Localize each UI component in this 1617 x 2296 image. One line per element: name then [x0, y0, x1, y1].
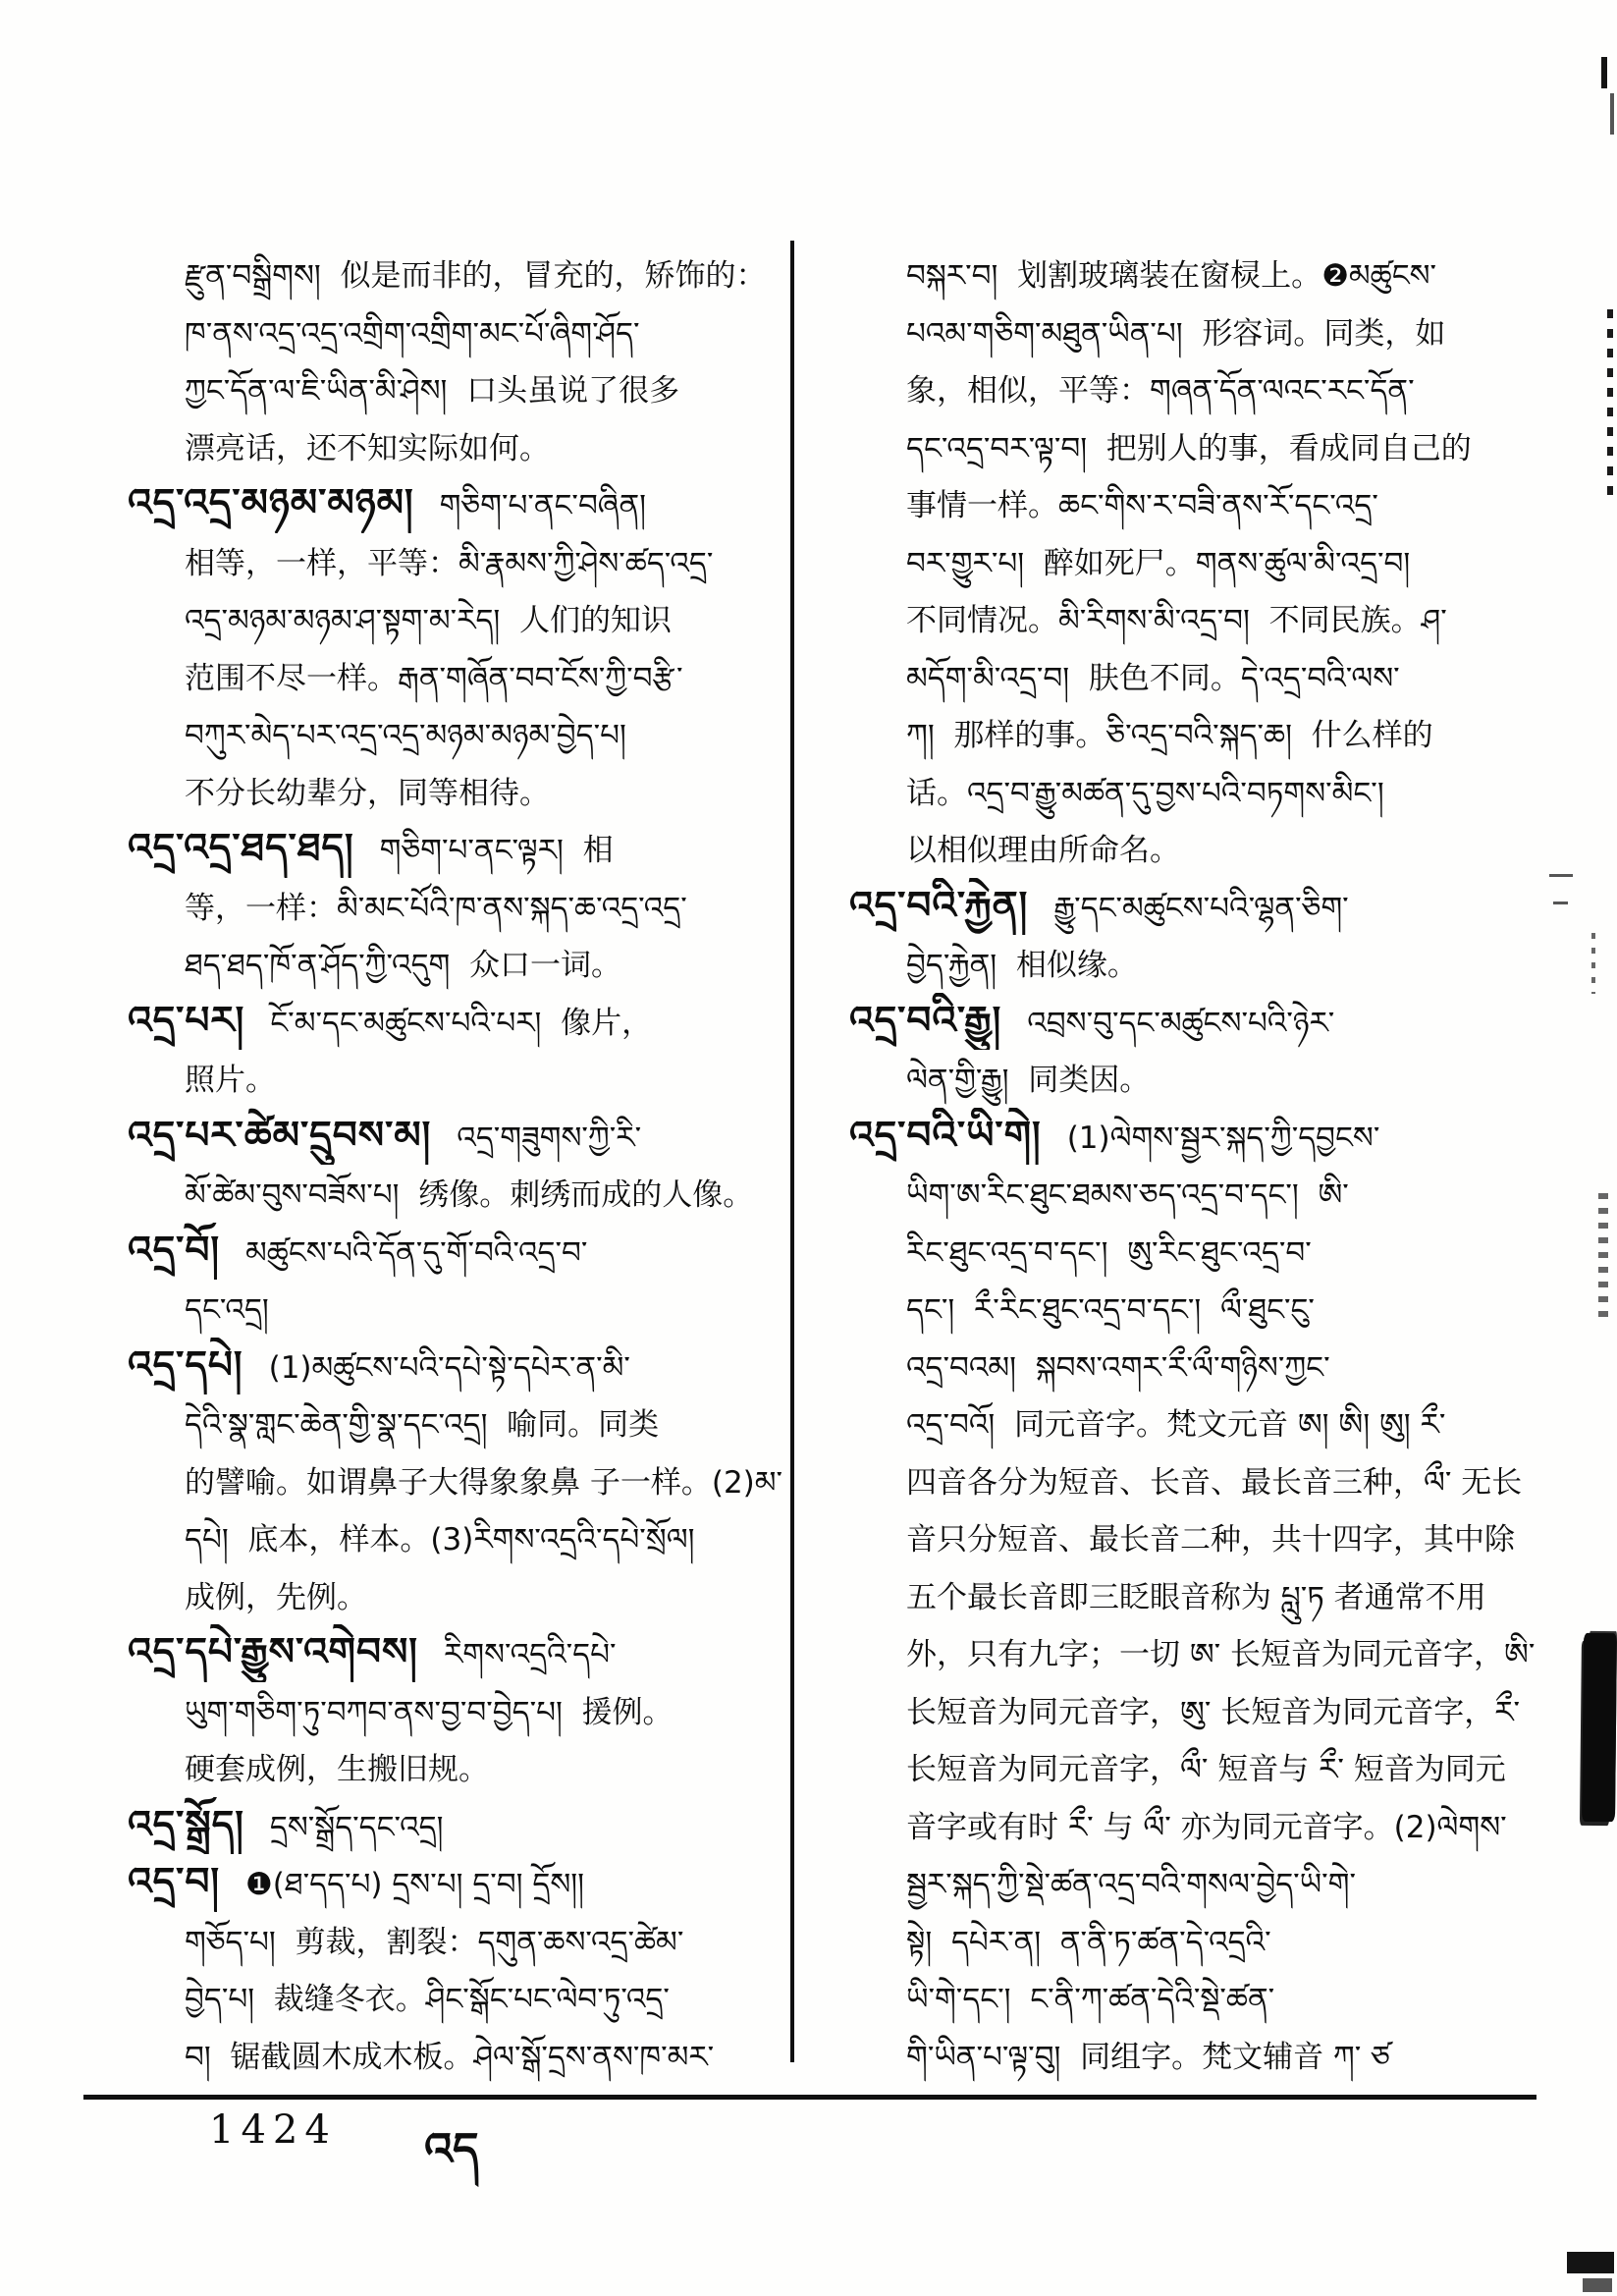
dictionary-line — [128, 1969, 783, 2027]
dictionary-line — [849, 1854, 1546, 1912]
dictionary-line — [128, 648, 783, 706]
dictionary-line — [849, 1797, 1546, 1855]
entry-text: འབྲས་བུ་དང་མཚུངས་པའི་ཉེར་ — [1027, 1005, 1335, 1041]
scan-artifact — [1553, 902, 1568, 904]
dictionary-line — [849, 1969, 1546, 2027]
entry-headword: འདྲ་བ། — [128, 1860, 220, 1904]
dictionary-line — [849, 1108, 1546, 1166]
column-divider — [790, 241, 794, 2062]
entry-text: དང་། རྀ་རིང་ཐུང་འདྲ་བ་དང་། ལྀ་ཐུང་ངུ་ — [906, 1292, 1315, 1328]
entry-text: 话。འདྲ་བ་རྒྱུ་མཚན་དུ་བྱས་པའི་བཏགས་མིང་། — [906, 775, 1384, 811]
dictionary-line — [849, 303, 1546, 361]
entry-text: ཡིག་ཨ་རིང་ཐུང་ཐམས་ཅད་འདྲ་བ་དང་། ཨི་ — [906, 1177, 1349, 1213]
dictionary-line — [128, 993, 783, 1051]
dictionary-line — [128, 1280, 783, 1338]
dictionary-line — [849, 360, 1546, 418]
entry-text: དང་འདྲ། — [185, 1292, 269, 1328]
dictionary-line — [849, 1338, 1546, 1395]
entry-text: དེའི་སྣ་གླང་ཆེན་གྱི་སྣ་དང་འདྲ། 喻同。同类 — [185, 1407, 660, 1443]
dictionary-line — [849, 418, 1546, 476]
entry-text: 事情一样。ཆང་གིས་ར་བཟི་ནས་རོ་དང་འདྲ་ — [906, 488, 1378, 523]
dictionary-line — [849, 1912, 1546, 1970]
entry-headword: འདྲ་འདྲ་ཐད་ཐད། — [128, 826, 354, 870]
scan-artifact — [1567, 2252, 1614, 2273]
dictionary-line — [849, 1050, 1546, 1108]
entry-text: (1)ལེགས་སྦྱར་སྐད་ཀྱི་དབྱངས་ — [1066, 1120, 1380, 1156]
dictionary-line — [849, 820, 1546, 878]
entry-text: ཐད་ཐད་ཁོ་ན་ཤོད་ཀྱི་འདུག 众口一词。 — [185, 948, 622, 983]
scan-artifact — [1601, 57, 1607, 88]
entry-headword: འདྲ་པར་ཚེམ་དྲུབས་མ། — [128, 1113, 432, 1158]
dictionary-line — [128, 1452, 783, 1510]
entry-text: གཅིག་པ་ནང་ལྟར། 相 — [379, 833, 614, 868]
entry-text: དཔེ། 底本，样本。(3)རིགས་འདྲའི་དཔེ་སྲོལ། — [185, 1522, 695, 1558]
entry-text: འདྲ་གཟུགས་ཀྱི་རི་ — [457, 1120, 642, 1156]
entry-text: འདྲ་བའོ། 同元音字。梵文元音 ཨ། ཨི། ཨུ། རྀ་ — [906, 1407, 1446, 1443]
entry-headword: འདྲ་བའི་རྐྱེན། — [849, 883, 1029, 928]
entry-headword: འདྲ་བའི་རྒྱུ། — [849, 998, 1002, 1043]
dictionary-line — [128, 2027, 783, 2085]
dictionary-line — [849, 1223, 1546, 1281]
entry-text: མདོག་མི་འདྲ་བ། 肤色不同。དེ་འདྲ་བའི་ལས་ — [906, 660, 1400, 696]
dictionary-line — [128, 1050, 783, 1108]
entry-text: ངོ་མ་དང་མཚུངས་པའི་པར། 像片， — [270, 1005, 653, 1041]
entry-text: 不同情况。མི་རིགས་མི་འདྲ་བ། 不同民族。ཤ་ — [906, 603, 1447, 638]
entry-text: 照片。 — [185, 1063, 276, 1098]
entry-headword: འདྲ་འདྲ་མཉམ་མཉམ། — [128, 481, 414, 525]
entry-text: 不分长幼辈分，同等相待。 — [185, 775, 550, 811]
entry-text: དང་འདྲ་བར་ལྟ་བ། 把别人的事，看成同自己的 — [906, 430, 1472, 466]
entry-text: 等，一样：མི་མང་པོའི་ཁ་ནས་སྐད་ཆ་འདྲ་འདྲ་ — [185, 890, 687, 926]
dictionary-line — [849, 705, 1546, 763]
scan-artifact — [1607, 309, 1613, 501]
entry-text: རིང་ཐུང་འདྲ་བ་དང་། ཨུ་རིང་ཐུང་འདྲ་བ་ — [906, 1234, 1312, 1271]
entry-text: 象，相似，平等：གཞན་དོན་ལའང་རང་དོན་ — [906, 373, 1415, 409]
entry-text: ཡི་གེ་དང་། ང་ནི་ཀ་ཚན་དེའི་སྡེ་ཚན་ — [906, 1982, 1275, 2017]
dictionary-line — [849, 1624, 1546, 1682]
entry-text: བྱེད་རྐྱེན། 相似缘。 — [906, 948, 1138, 983]
dictionary-line — [128, 1682, 783, 1740]
dictionary-line — [128, 1854, 783, 1912]
entry-text: མཚུངས་པའི་དོན་དུ་གོ་བའི་འདྲ་བ་ — [245, 1234, 588, 1271]
dictionary-line — [128, 418, 783, 476]
dictionary-line — [849, 1394, 1546, 1452]
entry-text: མོ་ཚེམ་བུས་བཟོས་པ། 绣像。刺绣而成的人像。 — [185, 1177, 754, 1213]
scan-artifact — [1582, 1633, 1617, 1822]
entry-text: གཅིག་པ་ནང་བཞིན། — [439, 488, 647, 523]
entry-text: 长短音为同元音字，ལྀ་ 短音与 རྀ་ 短音为同元 — [906, 1752, 1506, 1787]
dictionary-line — [849, 590, 1546, 648]
dictionary-line — [128, 1797, 783, 1855]
entry-text: འདྲ་མཉམ་མཉམ་ཤ་སྟག་མ་རེད། 人们的知识 — [185, 603, 672, 638]
entry-text: 的譬喻。如谓鼻子大得象象鼻 子一样。(2)མ་ — [185, 1464, 783, 1501]
entry-headword: འདྲ་བོ། — [128, 1228, 220, 1273]
footer-rule — [83, 2095, 1536, 2100]
dictionary-line — [128, 1394, 783, 1452]
entry-text: ཀྱང་དོན་ལ་ཇི་ཡིན་མི་ཤེས། 口头虽说了很多 — [185, 373, 680, 409]
entry-text: ཀ། 那样的事。ཅི་འདྲ་བའི་སྐད་ཆ། 什么样的 — [906, 718, 1433, 753]
dictionary-line — [128, 533, 783, 591]
entry-text: 四音各分为短音、长音、最长音三种，ལྀ་ 无长 — [906, 1464, 1523, 1501]
dictionary-line — [128, 935, 783, 993]
dictionary-line — [849, 763, 1546, 821]
entry-text: རིགས་འདྲའི་དཔེ་ — [443, 1637, 617, 1672]
dictionary-line — [128, 360, 783, 418]
section-syllable: འད — [424, 2122, 479, 2175]
dictionary-line — [128, 1567, 783, 1625]
dictionary-line — [128, 1509, 783, 1567]
entry-text: འདྲ་བའམ། སྐབས་འགར་རྀ་ལྀ་གཉིས་ཀྱང་ — [906, 1349, 1330, 1386]
entry-text: ལེན་གྱི་རྒྱུ། 同类因。 — [906, 1063, 1151, 1098]
entry-text: 相等，一样，平等：མི་རྣམས་ཀྱི་ཤེས་ཚད་འདྲ་ — [185, 545, 714, 581]
entry-text: 成例，先例。 — [185, 1579, 367, 1615]
dictionary-line — [128, 1739, 783, 1797]
dictionary-line — [849, 1165, 1546, 1223]
dictionary-line — [849, 246, 1546, 303]
dictionary-line — [849, 1452, 1546, 1510]
entry-text: སྟེ། དཔེར་ན། ན་ནི་ཏ་ཚན་དེ་འདྲའི་ — [906, 1924, 1271, 1960]
dictionary-line — [128, 1338, 783, 1395]
dictionary-line — [128, 878, 783, 936]
entry-text: བར་གྱུར་པ། 醉如死尸。གནས་ཚུལ་མི་འདྲ་བ། — [906, 545, 1411, 581]
entry-headword: འདྲ་པར། — [128, 998, 245, 1043]
entry-text: བཀུར་མེད་པར་འདྲ་འདྲ་མཉམ་མཉམ་བྱེད་པ། — [185, 718, 626, 753]
entry-text: ཁ་ནས་འདྲ་འདྲ་འགྲིག་འགྲིག་མང་པོ་ཞིག་ཤོད་ — [185, 315, 640, 352]
entry-text: ཡུག་གཅིག་ཏུ་བཀབ་ནས་བྱ་བ་བྱེད་པ། 援例。 — [185, 1694, 674, 1730]
dictionary-line — [128, 1165, 783, 1223]
entry-headword: འདྲ་བའི་ཡི་གེ། — [849, 1113, 1042, 1158]
entry-text: དྲས་སྒྲོད་དང་འདྲ། — [269, 1809, 444, 1845]
dictionary-line — [128, 705, 783, 763]
entry-text: གི་ཡིན་པ་ལྟ་བུ། 同组字。梵文辅音 ཀ་ ཙ — [906, 2039, 1390, 2075]
dictionary-line — [128, 1108, 783, 1166]
entry-text: བསྐར་བ། 划割玻璃装在窗棂上。❷མཚུངས་ — [906, 258, 1437, 294]
entry-text: རྒྱུ་དང་མཚུངས་པའི་ལྷན་ཅིག་ — [1053, 890, 1349, 926]
dictionary-line — [128, 246, 783, 303]
scan-artifact — [1549, 874, 1573, 877]
scan-artifact — [1591, 933, 1595, 994]
entry-text: 范围不尽一样。རྒན་གཞོན་བབ་ངོས་ཀྱི་བརྩི་ — [185, 660, 683, 696]
entry-text: སྦྱར་སྐད་ཀྱི་སྡེ་ཚན་འདྲ་བའི་གསལ་བྱེད་ཡི་གེ་ — [906, 1867, 1356, 1902]
dictionary-line — [128, 1223, 783, 1281]
left-column — [128, 246, 783, 2092]
dictionary-line — [849, 648, 1546, 706]
dictionary-line — [849, 475, 1546, 533]
dictionary-line — [849, 1567, 1546, 1625]
entry-text: 音字或有时 རྀ་ 与 ལྀ་ 亦为同元音字。(2)ལེགས་ — [906, 1809, 1507, 1845]
entry-headword: འདྲ་དཔེ་རྒྱུས་འགེབས། — [128, 1630, 418, 1674]
entry-text: བ། 锯截圆木成木板。ཤེལ་སྒོ་དྲས་ནས་ཁ་མར་ — [185, 2039, 715, 2075]
dictionary-line — [128, 820, 783, 878]
dictionary-line — [128, 763, 783, 821]
entry-text: 音只分短音、最长音二种，共十四字，其中除 — [906, 1522, 1515, 1558]
dictionary-line — [849, 1280, 1546, 1338]
page-number: 1424 — [209, 2107, 337, 2153]
dictionary-line — [128, 1912, 783, 1970]
dictionary-line — [849, 1509, 1546, 1567]
dictionary-line — [128, 475, 783, 533]
dictionary-line — [128, 1624, 783, 1682]
entry-text: 漂亮话，还不知实际如何。 — [185, 430, 550, 466]
dictionary-line — [849, 878, 1546, 936]
scan-artifact — [1610, 93, 1614, 135]
entry-text: (1)མཚུངས་པའི་དཔེ་སྟེ་དཔེར་ན་མི་ — [268, 1349, 630, 1386]
scan-artifact — [1583, 2278, 1612, 2292]
dictionary-line — [849, 1739, 1546, 1797]
entry-text: བྱེད་པ། 裁缝冬衣。ཤིང་སྒོང་པང་ལེབ་ཏུ་འདྲ་ — [185, 1982, 670, 2017]
entry-text: ❶(ཐ་དད་པ) དྲས་པ། དྲ་བ། དྲོས།། — [245, 1867, 585, 1902]
dictionary-line — [849, 1682, 1546, 1740]
right-column — [849, 246, 1546, 2092]
dictionary-line — [128, 303, 783, 361]
dictionary-line — [849, 993, 1546, 1051]
entry-headword: འདྲ་དཔེ། — [128, 1342, 243, 1388]
entry-text: 外，只有九字；一切 ཨ་ 长短音为同元音字，ཨི་ — [906, 1637, 1536, 1672]
dictionary-line — [849, 935, 1546, 993]
dictionary-line — [849, 2027, 1546, 2085]
entry-text: རྫུན་བསྒྲིགས། 似是而非的，冒充的，矫饰的： — [185, 258, 767, 294]
entry-headword: འདྲ་སྒྲོད། — [128, 1802, 244, 1847]
entry-text: 长短音为同元音字，ཨུ་ 长短音为同元音字，རྀ་ — [906, 1694, 1521, 1730]
dictionary-line — [128, 590, 783, 648]
entry-text: 五个最长音即三眨眼音称为 པླུ་ཏ 者通常不用 — [906, 1579, 1486, 1615]
dictionary-line — [849, 533, 1546, 591]
entry-text: གཅོད་པ། 剪裁，割裂：དགུན་ཆས་འདྲ་ཚེམ་ — [185, 1924, 684, 1960]
scan-artifact — [1598, 1193, 1608, 1326]
entry-text: 以相似理由所命名。 — [906, 833, 1180, 868]
entry-text: 硬套成例，生搬旧规。 — [185, 1752, 489, 1787]
entry-text: པའམ་གཅིག་མཐུན་ཡིན་པ། 形容词。同类，如 — [906, 315, 1446, 352]
